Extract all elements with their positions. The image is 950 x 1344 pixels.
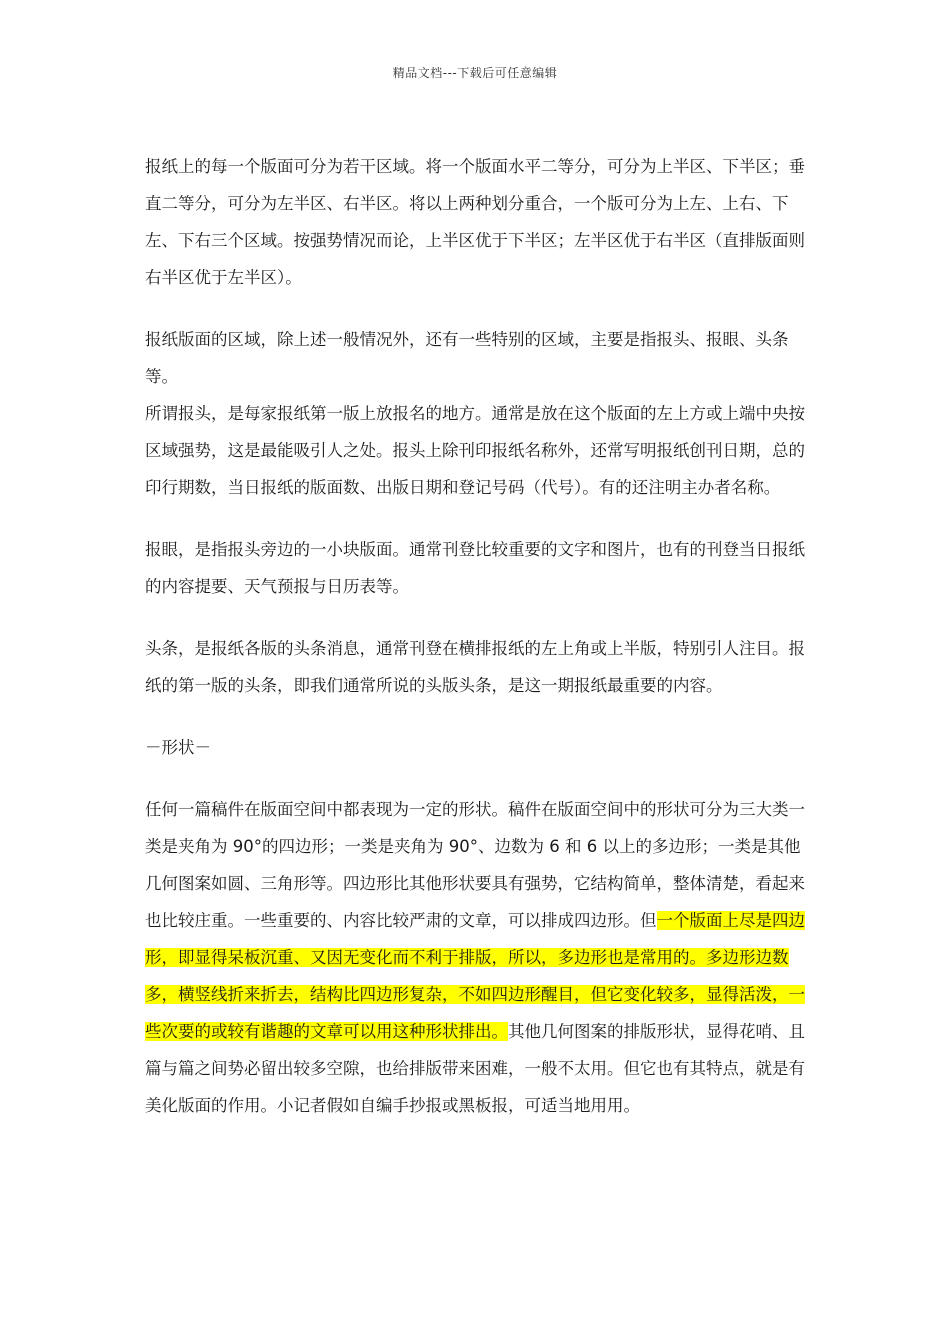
paragraph-regions: 报纸上的每一个版面可分为若干区域。将一个版面水平二等分，可分为上半区、下半区；垂直二等分，可分为左半区、右半区。将以上两种划分重合，一个版可分为上左、上右、下左、下右三个区域。按强势情况而论，上半区优于下半区；左半区优于右半区（直排版面则右半区优于左半区）。	[145, 157, 805, 287]
page-header: 精品文档---下载后可任意编辑	[392, 66, 558, 80]
highlighted-text: 一个版面上尽是四边形，即显得呆板沉重、又因无变化而不利于排版，所以，多边形也是常用的。多边形边数多，横竖线折来折去，结构比四边形复杂，不如四边形醒目，但它变化较多，显得活泼，一些次要的或较有谐趣的文章可以用这种形状排出。	[145, 911, 805, 1041]
paragraph-ear: 报眼，是指报头旁边的一小块版面。通常刊登比较重要的文字和图片，也有的刊登当日报纸的内容提要、天气预报与日历表等。	[145, 540, 805, 596]
paragraph-special-regions: 报纸版面的区域，除上述一般情况外，还有一些特别的区域，主要是指报头、报眼、头条等。	[145, 330, 789, 386]
paragraph-headline: 头条，是报纸各版的头条消息，通常刊登在横排报纸的左上角或上半版，特别引人注目。报纸的第一版的头条，即我们通常所说的头版头条，是这一期报纸最重要的内容。	[145, 639, 805, 695]
paragraph-shapes-text-1: 任何一篇稿件在版面空间中都表现为一定的形状。稿件在版面空间中的形状可分为三大类一类是夹角为 90°的四边形；一类是夹角为 90°、边数为 6 和 6 以上的多边形；一类是其他几何图案如圆、三角形等。四边形比其他形状要具有强势，它结构简单，整体清楚，看起来也比较庄重。一些重要的、内容比较严肃的文章，可以排成四边形。但	[145, 800, 805, 930]
paragraph-shapes-text-2: 其他几何图案的排版形状，显得花哨、且篇与篇之间势必留出较多空隙，也给排版带来困难，一般不太用。但它也有其特点，就是有美化版面的作用。小记者假如自编手抄报或黑板报，可适当地用用。	[145, 1022, 805, 1115]
section-heading: －形状－	[145, 738, 211, 757]
paragraph-shapes	[145, 791, 809, 1124]
document-body	[145, 148, 809, 1124]
paragraph-masthead: 所谓报头，是每家报纸第一版上放报名的地方。通常是放在这个版面的左上方或上端中央按区域强势，这是最能吸引人之处。报头上除刊印报纸名称外，还常写明报纸创刊日期，总的印行期数，当日报纸的版面数、出版日期和登记号码（代号）。有的还注明主办者名称。	[145, 404, 805, 497]
